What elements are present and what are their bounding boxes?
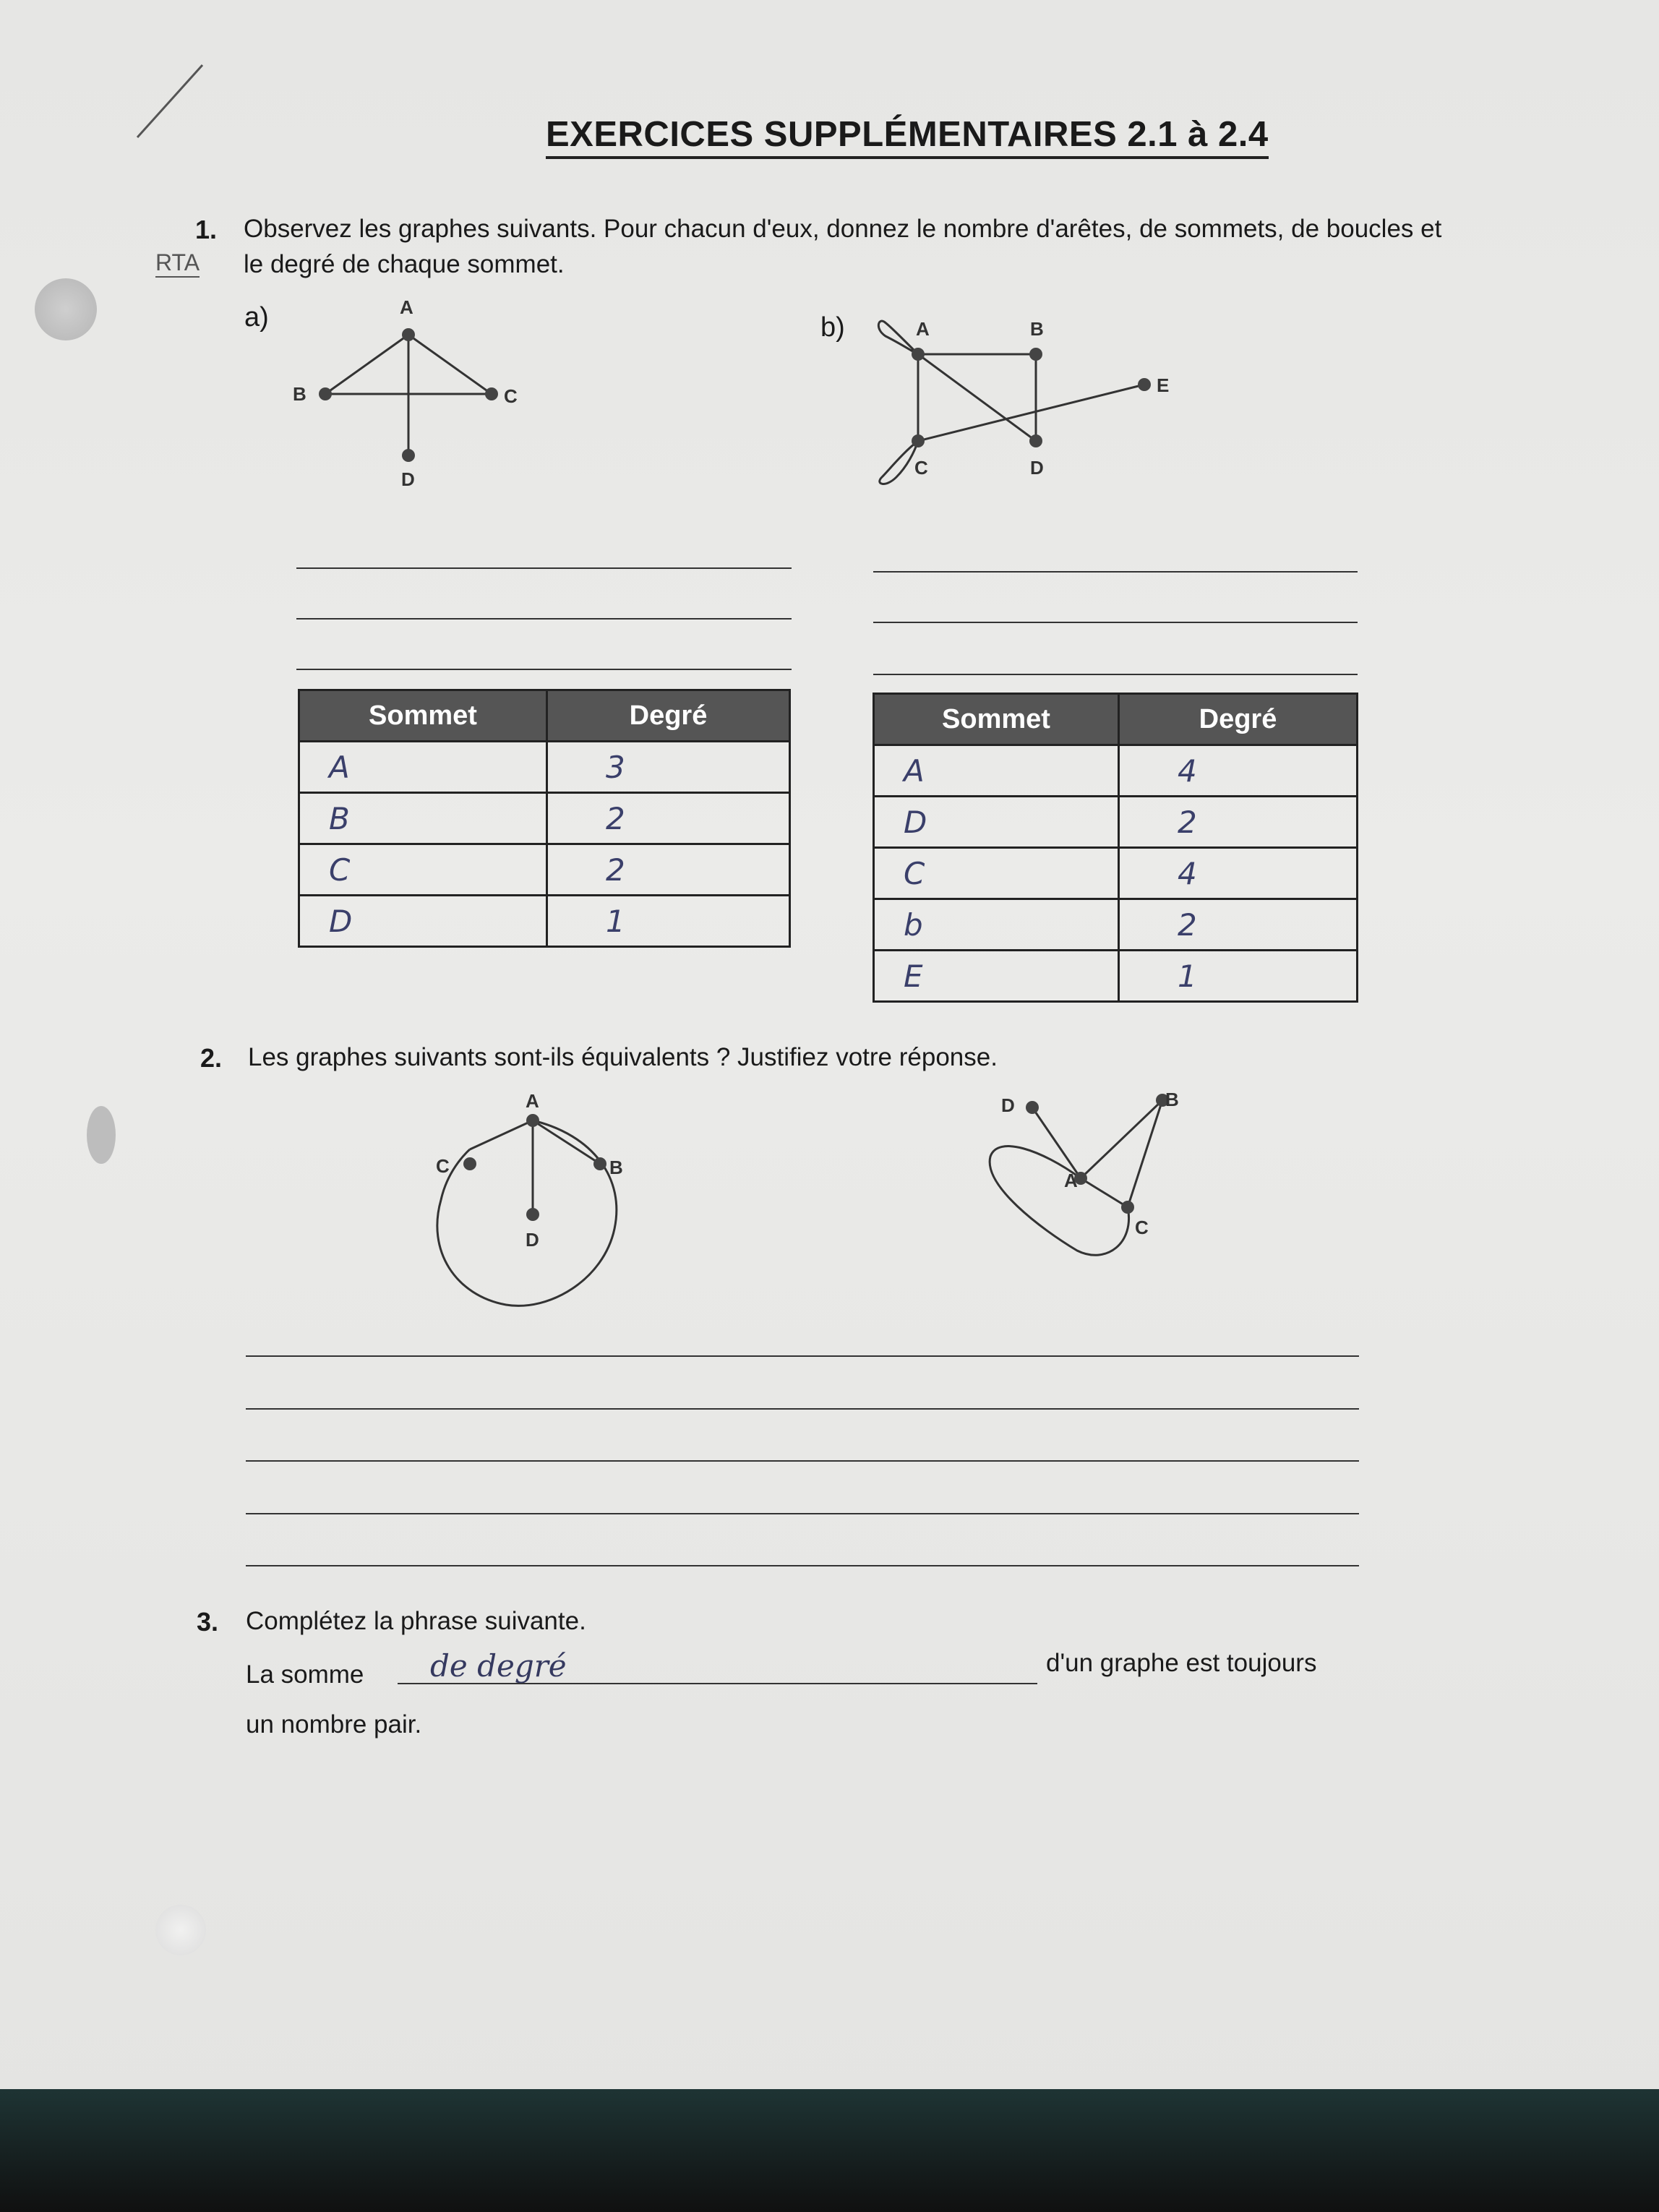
table-cell[interactable]: 4 — [1119, 848, 1358, 899]
table-cell[interactable]: B — [299, 793, 547, 844]
answer-line[interactable] — [873, 674, 1358, 675]
table-cell[interactable]: C — [874, 848, 1119, 899]
answer-line[interactable] — [296, 618, 792, 620]
graph-b-vertex-C: C — [914, 457, 928, 479]
q2-right-vertex-C: C — [1135, 1217, 1149, 1238]
table-row — [299, 896, 790, 947]
graph-a-label: a) — [244, 302, 269, 333]
graph-b-vertex-B: B — [1030, 318, 1044, 340]
table-header: Sommet — [874, 694, 1119, 745]
q2-text: Les graphes suivants sont-ils équivalents ? Justifiez votre réponse. — [248, 1043, 998, 1071]
q3-text: Complétez la phrase suivante. — [246, 1607, 586, 1635]
table-row — [299, 742, 790, 793]
q3-number: 3. — [197, 1607, 219, 1637]
table-cell[interactable]: C — [299, 844, 547, 896]
binder-hole — [87, 1106, 116, 1164]
desk-background — [0, 2089, 1659, 2212]
table-cell[interactable]: A — [874, 745, 1119, 797]
q2-left-vertex-A: A — [526, 1090, 539, 1112]
table-cell[interactable]: 1 — [1119, 951, 1358, 1002]
q2-number: 2. — [200, 1043, 223, 1073]
table-header: Degré — [547, 690, 790, 742]
answer-line[interactable] — [246, 1513, 1359, 1514]
page-title: EXERCICES SUPPLÉMENTAIRES 2.1 à 2.4 — [546, 114, 1269, 159]
q3-sentence-end: d'un graphe est toujours — [1046, 1649, 1317, 1677]
graph-b-vertex-A: A — [916, 318, 930, 340]
margin-tag: RTA — [155, 249, 200, 278]
answer-line[interactable] — [246, 1565, 1359, 1566]
graph-b-vertex-D: D — [1030, 457, 1044, 479]
answer-line[interactable] — [873, 571, 1358, 573]
table-cell[interactable]: E — [874, 951, 1119, 1002]
q2-right-vertex-B: B — [1165, 1089, 1179, 1110]
table-row — [874, 848, 1358, 899]
pen-mark — [130, 58, 217, 145]
graph-b — [864, 304, 1189, 499]
q2-left-vertex-C: C — [436, 1155, 450, 1177]
graph-q2-left — [426, 1106, 643, 1323]
table-cell[interactable]: 2 — [547, 844, 790, 896]
table-cell[interactable]: D — [299, 896, 547, 947]
graph-a-vertex-A: A — [400, 296, 413, 318]
table-cell[interactable]: b — [874, 899, 1119, 951]
answer-line[interactable] — [246, 1408, 1359, 1410]
answer-line[interactable] — [246, 1355, 1359, 1357]
table-row — [874, 797, 1358, 848]
table-cell[interactable]: 2 — [547, 793, 790, 844]
graph-a-vertex-B: B — [293, 383, 306, 405]
table-row — [299, 844, 790, 896]
graph-b-vertex-E: E — [1157, 374, 1170, 396]
q1-text-line1: Observez les graphes suivants. Pour chacun d'eux, donnez le nombre d'arêtes, de sommets, de boucles et — [244, 215, 1442, 243]
table-cell[interactable]: 2 — [1119, 899, 1358, 951]
table-header: Degré — [1119, 694, 1358, 745]
q2-right-vertex-A: A — [1064, 1170, 1078, 1191]
q3-sentence-line2: un nombre pair. — [246, 1710, 422, 1739]
q2-left-vertex-B: B — [609, 1157, 623, 1178]
table-cell[interactable]: 1 — [547, 896, 790, 947]
q3-handwritten-answer: de degré — [430, 1648, 567, 1684]
q2-left-vertex-D: D — [526, 1229, 539, 1251]
table-header: Sommet — [299, 690, 547, 742]
table-cell[interactable]: 2 — [1119, 797, 1358, 848]
table-cell[interactable]: 4 — [1119, 745, 1358, 797]
table-row — [299, 793, 790, 844]
degree-table-a — [298, 689, 791, 948]
table-cell[interactable]: D — [874, 797, 1119, 848]
q1-number: 1. — [195, 215, 218, 244]
table-row — [874, 745, 1358, 797]
table-cell[interactable]: A — [299, 742, 547, 793]
degree-table-b — [873, 693, 1358, 1003]
table-row — [874, 951, 1358, 1002]
q1-text-line2: le degré de chaque sommet. — [244, 250, 565, 278]
q2-right-vertex-D: D — [1001, 1094, 1015, 1116]
answer-line[interactable] — [296, 669, 792, 670]
answer-line[interactable] — [246, 1460, 1359, 1462]
graph-a-vertex-D: D — [401, 468, 415, 490]
graph-q2-right — [983, 1092, 1243, 1294]
q3-sentence-start: La somme — [246, 1660, 364, 1689]
binder-hole — [155, 1905, 206, 1955]
graph-b-label: b) — [820, 312, 845, 343]
table-row — [874, 899, 1358, 951]
graph-a-vertex-C: C — [504, 385, 518, 407]
answer-line[interactable] — [296, 567, 792, 569]
answer-line[interactable] — [873, 622, 1358, 623]
table-cell[interactable]: 3 — [547, 742, 790, 793]
binder-hole — [35, 278, 97, 340]
